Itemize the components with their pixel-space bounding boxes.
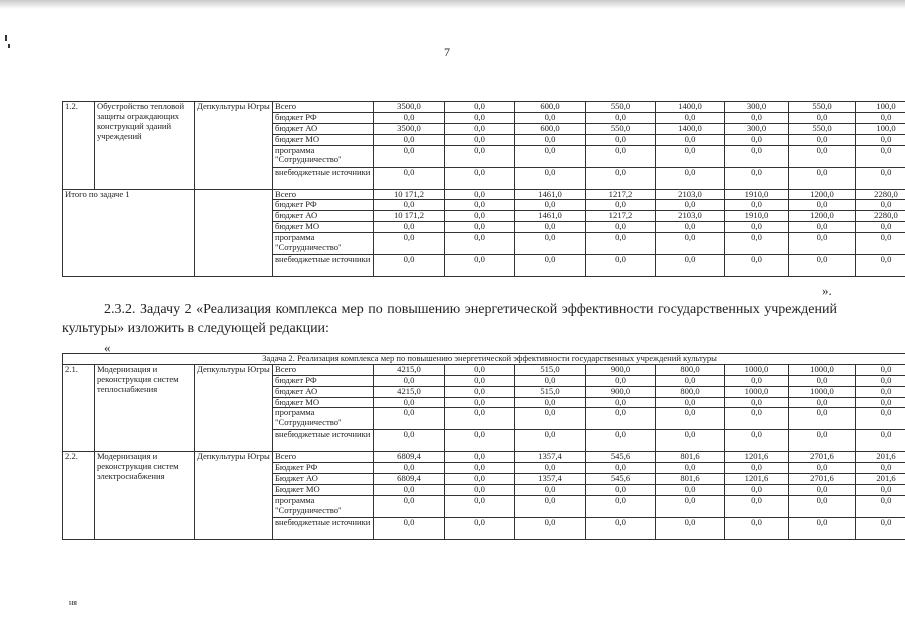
value-cell: 0,0 [515,222,586,233]
executor: Депкультуры Югры [195,452,273,540]
funding-type: программа "Сотрудничество" [273,145,374,167]
value-cell: 2280,0 [856,211,905,222]
value-cell: 0,0 [515,375,586,386]
value-cell: 0,0 [445,222,515,233]
funding-type: программа "Сотрудничество" [273,495,374,517]
value-cell: 4215,0 [374,386,445,397]
value-cell: 0,0 [515,495,586,517]
value-cell: 0,0 [656,517,725,539]
value-cell: 0,0 [856,112,905,123]
value-cell: 2103,0 [656,189,725,200]
value-cell: 0,0 [445,255,515,277]
funding-type: Всего [273,452,374,463]
value-cell: 0,0 [445,145,515,167]
value-cell: 0,0 [374,430,445,452]
value-cell: 0,0 [374,255,445,277]
value-cell: 800,0 [656,386,725,397]
value-cell: 201,6 [856,452,905,463]
value-cell: 0,0 [789,134,856,145]
value-cell: 0,0 [586,408,656,430]
value-cell: 0,0 [445,397,515,408]
value-cell: 550,0 [789,123,856,134]
value-cell: 0,0 [789,112,856,123]
value-cell: 0,0 [789,495,856,517]
row-number: 2.1. [63,364,95,452]
value-cell: 0,0 [656,233,725,255]
funding-type: внебюджетные источники [273,517,374,539]
value-cell: 0,0 [586,463,656,474]
value-cell: 0,0 [656,408,725,430]
value-cell: 0,0 [789,463,856,474]
value-cell: 0,0 [374,222,445,233]
scan-mark [5,35,7,41]
value-cell: 1000,0 [725,386,789,397]
value-cell: 0,0 [374,233,445,255]
page-number: 7 [444,45,450,59]
value-cell: 0,0 [586,134,656,145]
value-cell: 0,0 [856,167,905,189]
value-cell: 0,0 [656,134,725,145]
value-cell: 0,0 [445,375,515,386]
value-cell: 0,0 [374,200,445,211]
value-cell: 100,0 [856,123,905,134]
activity-name: Модернизация и реконструкция систем электроснабжения [95,452,195,540]
value-cell: 0,0 [374,517,445,539]
value-cell: 545,6 [586,474,656,485]
funding-type: бюджет АО [273,386,374,397]
value-cell: 0,0 [656,167,725,189]
value-cell: 0,0 [656,485,725,496]
value-cell: 0,0 [445,517,515,539]
value-cell: 0,0 [515,517,586,539]
value-cell: 0,0 [445,430,515,452]
amendment-paragraph [62,300,837,338]
value-cell: 201,6 [856,474,905,485]
value-cell: 10 171,2 [374,189,445,200]
funding-type: бюджет АО [273,211,374,222]
funding-type: Бюджет АО [273,474,374,485]
value-cell: 0,0 [445,233,515,255]
value-cell: 0,0 [789,517,856,539]
value-cell: 0,0 [725,517,789,539]
value-cell: 0,0 [725,408,789,430]
value-cell: 1461,0 [515,189,586,200]
value-cell: 0,0 [374,134,445,145]
funding-type: программа "Сотрудничество" [273,408,374,430]
value-cell: 1217,2 [586,211,656,222]
value-cell: 0,0 [656,222,725,233]
value-cell: 600,0 [515,102,586,113]
value-cell: 545,6 [586,452,656,463]
value-cell: 0,0 [515,112,586,123]
value-cell: 300,0 [725,102,789,113]
value-cell: 0,0 [445,211,515,222]
funding-type: Всего [273,102,374,113]
value-cell: 0,0 [789,408,856,430]
value-cell: 0,0 [725,255,789,277]
value-cell: 300,0 [725,123,789,134]
value-cell: 3500,0 [374,123,445,134]
value-cell: 0,0 [856,375,905,386]
value-cell: 6809,4 [374,452,445,463]
funding-type: Бюджет РФ [273,463,374,474]
value-cell: 550,0 [586,102,656,113]
value-cell: 1400,0 [656,102,725,113]
task-total-label: Итого по задаче 1 [63,189,195,277]
value-cell: 801,6 [656,474,725,485]
funding-type: внебюджетные источники [273,255,374,277]
value-cell: 0,0 [445,452,515,463]
opening-quote: « [104,340,111,355]
value-cell: 0,0 [445,200,515,211]
table-row [63,452,905,463]
value-cell: 0,0 [725,233,789,255]
value-cell: 0,0 [374,145,445,167]
value-cell: 0,0 [656,200,725,211]
value-cell: 1217,2 [586,189,656,200]
funding-type: бюджет РФ [273,112,374,123]
value-cell: 0,0 [856,134,905,145]
value-cell: 1461,0 [515,211,586,222]
task-2-header: Задача 2. Реализация комплекса мер по повышению энергетической эффективности государственных учреждений культуры [63,354,905,365]
funding-type: бюджет РФ [273,375,374,386]
value-cell: 0,0 [445,474,515,485]
value-cell: 0,0 [445,102,515,113]
value-cell: 0,0 [725,430,789,452]
funding-type: бюджет МО [273,222,374,233]
value-cell: 0,0 [586,167,656,189]
funding-type: внебюджетные источники [273,167,374,189]
row-number: 2.2. [63,452,95,540]
table-row [63,189,905,200]
value-cell: 550,0 [586,123,656,134]
funding-type: Бюджет МО [273,485,374,496]
value-cell: 0,0 [374,485,445,496]
value-cell: 0,0 [656,145,725,167]
value-cell: 0,0 [656,430,725,452]
value-cell: 0,0 [374,463,445,474]
value-cell: 0,0 [374,495,445,517]
funding-type: бюджет РФ [273,200,374,211]
value-cell: 0,0 [789,375,856,386]
value-cell: 0,0 [586,112,656,123]
funding-type: бюджет МО [273,134,374,145]
value-cell: 0,0 [586,145,656,167]
closing-quote: ». [822,283,832,298]
funding-type: программа "Сотрудничество" [273,233,374,255]
value-cell: 515,0 [515,386,586,397]
value-cell: 0,0 [856,255,905,277]
value-cell: 0,0 [445,123,515,134]
value-cell: 0,0 [515,430,586,452]
funding-table-task-1 [62,101,905,277]
value-cell: 0,0 [789,485,856,496]
value-cell: 0,0 [515,200,586,211]
value-cell: 0,0 [856,222,905,233]
value-cell: 0,0 [586,517,656,539]
value-cell: 0,0 [586,495,656,517]
value-cell: 0,0 [515,485,586,496]
value-cell: 1201,6 [725,474,789,485]
value-cell: 0,0 [656,495,725,517]
value-cell: 1910,0 [725,211,789,222]
value-cell: 0,0 [856,495,905,517]
value-cell: 0,0 [789,233,856,255]
value-cell: 1357,4 [515,474,586,485]
value-cell: 100,0 [856,102,905,113]
executor: Депкультуры Югры [195,364,273,452]
value-cell: 6809,4 [374,474,445,485]
value-cell: 0,0 [856,364,905,375]
value-cell: 801,6 [656,452,725,463]
value-cell: 2701,6 [789,452,856,463]
funding-type: внебюджетные источники [273,430,374,452]
value-cell: 1400,0 [656,123,725,134]
value-cell: 0,0 [515,167,586,189]
value-cell: 0,0 [515,397,586,408]
table-row [63,364,905,375]
value-cell: 0,0 [656,112,725,123]
value-cell: 0,0 [374,397,445,408]
value-cell: 0,0 [374,375,445,386]
value-cell: 0,0 [586,255,656,277]
value-cell: 0,0 [586,200,656,211]
value-cell: 0,0 [725,200,789,211]
value-cell: 0,0 [586,222,656,233]
value-cell: 0,0 [515,134,586,145]
value-cell: 0,0 [725,222,789,233]
value-cell: 0,0 [856,397,905,408]
value-cell: 0,0 [445,495,515,517]
value-cell: 0,0 [445,364,515,375]
task-1-body [63,102,905,277]
value-cell: 0,0 [445,485,515,496]
value-cell: 0,0 [445,408,515,430]
value-cell: 0,0 [725,134,789,145]
funding-type: Всего [273,364,374,375]
value-cell: 0,0 [656,397,725,408]
funding-table-task-2 [62,353,905,540]
value-cell: 1200,0 [789,189,856,200]
value-cell: 0,0 [445,463,515,474]
value-cell: 0,0 [789,200,856,211]
value-cell: 2701,6 [789,474,856,485]
value-cell: 0,0 [725,485,789,496]
value-cell: 1910,0 [725,189,789,200]
value-cell: 0,0 [856,485,905,496]
table-row [63,102,905,113]
value-cell: 0,0 [725,167,789,189]
value-cell: 0,0 [656,375,725,386]
value-cell: 1000,0 [725,364,789,375]
value-cell: 0,0 [856,463,905,474]
scan-mark [8,44,10,48]
value-cell: 0,0 [374,112,445,123]
value-cell: 0,0 [725,397,789,408]
activity-name: Модернизация и реконструкция систем теплоснабжения [95,364,195,452]
value-cell: 1000,0 [789,364,856,375]
value-cell: 0,0 [725,112,789,123]
value-cell: 0,0 [789,430,856,452]
task-header-row [63,354,905,365]
value-cell: 0,0 [656,463,725,474]
value-cell: 0,0 [725,375,789,386]
funding-type: Всего [273,189,374,200]
value-cell: 0,0 [586,233,656,255]
value-cell: 2280,0 [856,189,905,200]
value-cell: 0,0 [586,397,656,408]
value-cell: 0,0 [856,430,905,452]
value-cell: 4215,0 [374,364,445,375]
value-cell: 1200,0 [789,211,856,222]
scan-edge-shadow [0,0,905,9]
executor-empty [195,189,273,277]
value-cell: 0,0 [515,233,586,255]
value-cell: 800,0 [656,364,725,375]
funding-type: бюджет МО [273,397,374,408]
footer-code: ня [69,598,77,607]
value-cell: 0,0 [856,517,905,539]
funding-type: бюджет АО [273,123,374,134]
value-cell: 0,0 [445,134,515,145]
value-cell: 1357,4 [515,452,586,463]
value-cell: 0,0 [725,463,789,474]
value-cell: 0,0 [515,408,586,430]
value-cell: 0,0 [856,233,905,255]
value-cell: 0,0 [445,189,515,200]
value-cell: 0,0 [515,255,586,277]
value-cell: 0,0 [725,495,789,517]
value-cell: 1201,6 [725,452,789,463]
paragraph-text: 2.3.2. Задачу 2 «Реализация комплекса мер по повышению энергетической эффективности государственных учреждений культуры» изложить в следующей редакции: [62,302,837,336]
value-cell: 0,0 [856,408,905,430]
value-cell: 2103,0 [656,211,725,222]
value-cell: 0,0 [789,145,856,167]
value-cell: 0,0 [586,485,656,496]
value-cell: 1000,0 [789,386,856,397]
value-cell: 515,0 [515,364,586,375]
value-cell: 10 171,2 [374,211,445,222]
value-cell: 0,0 [445,386,515,397]
value-cell: 0,0 [789,167,856,189]
value-cell: 600,0 [515,123,586,134]
value-cell: 900,0 [586,364,656,375]
value-cell: 0,0 [374,167,445,189]
value-cell: 550,0 [789,102,856,113]
task-2-body [63,354,905,540]
value-cell: 0,0 [515,145,586,167]
value-cell: 900,0 [586,386,656,397]
value-cell: 0,0 [374,408,445,430]
value-cell: 0,0 [515,463,586,474]
value-cell: 0,0 [856,200,905,211]
value-cell: 0,0 [789,255,856,277]
value-cell: 0,0 [586,430,656,452]
value-cell: 0,0 [445,167,515,189]
value-cell: 0,0 [586,375,656,386]
value-cell: 0,0 [445,112,515,123]
activity-name: Обустройство тепловой защиты ограждающих конструкций зданий учреждений [95,102,195,190]
row-number: 1.2. [63,102,95,190]
value-cell: 0,0 [856,386,905,397]
value-cell: 0,0 [725,145,789,167]
value-cell: 3500,0 [374,102,445,113]
value-cell: 0,0 [856,145,905,167]
value-cell: 0,0 [789,397,856,408]
value-cell: 0,0 [789,222,856,233]
executor: Депкультуры Югры [195,102,273,190]
value-cell: 0,0 [656,255,725,277]
